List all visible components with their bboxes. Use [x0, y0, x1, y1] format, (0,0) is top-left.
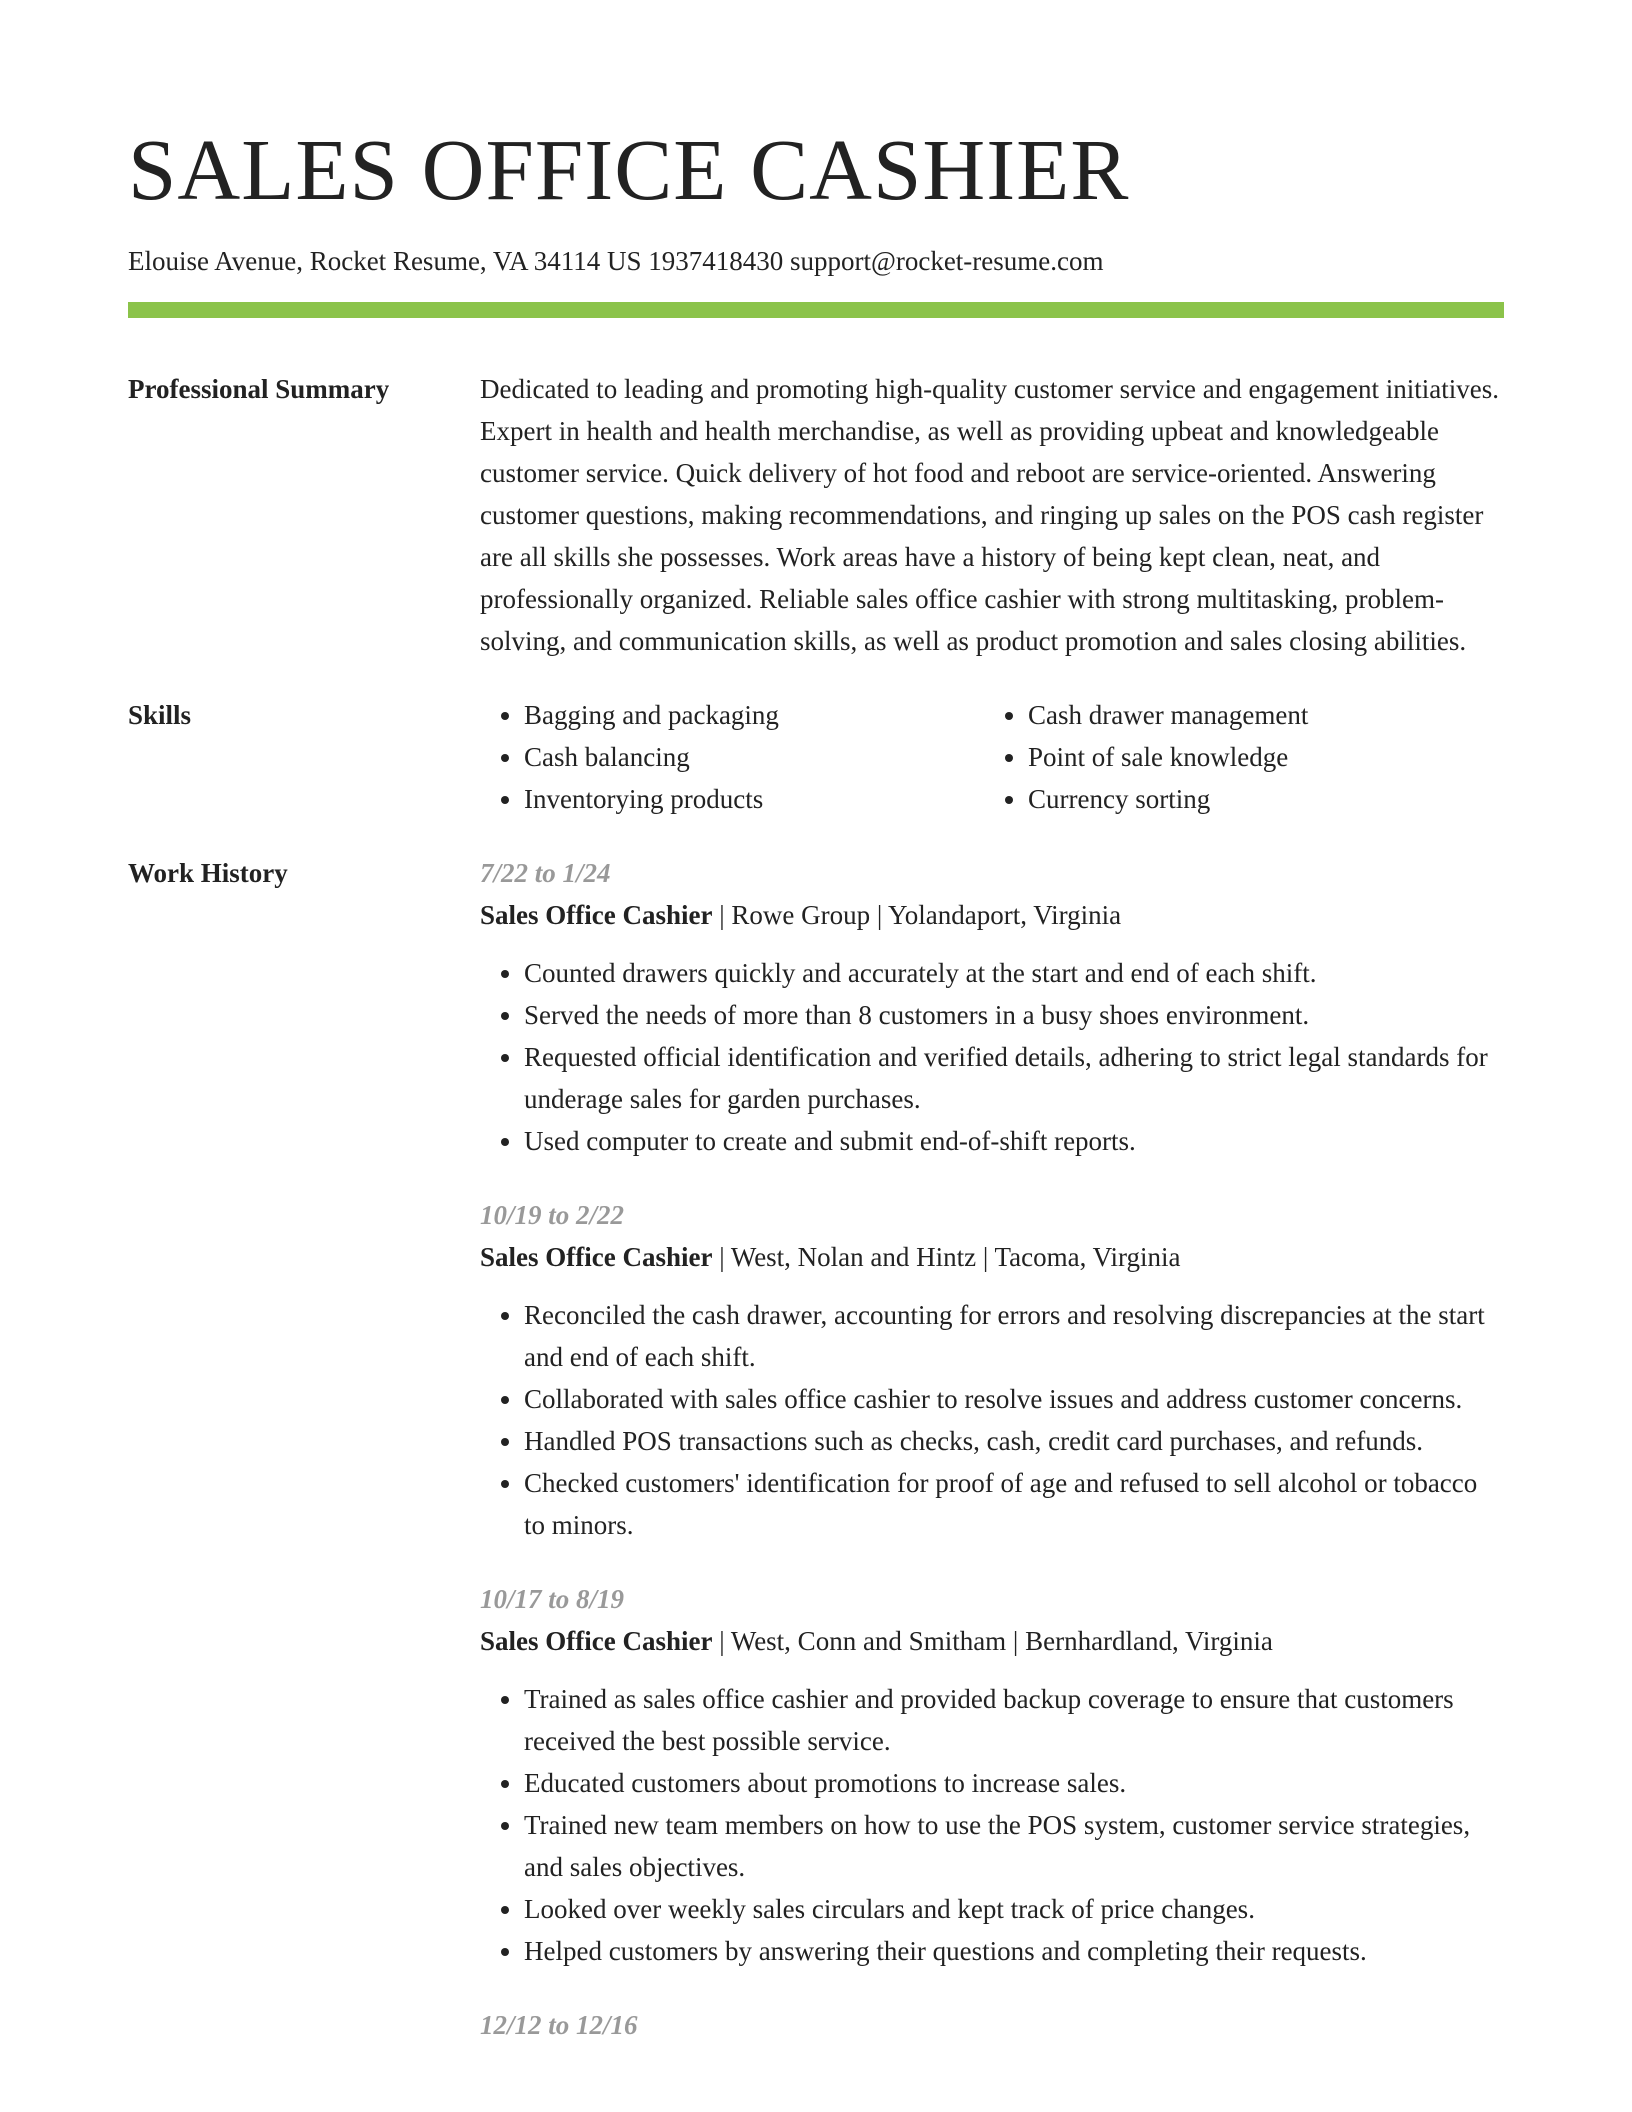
job-heading [480, 1620, 1504, 1662]
contact-line: Elouise Avenue, Rocket Resume, VA 34114 US 1937418430 support@rocket-resume.com [128, 246, 1104, 276]
job-duty: • Handled POS transactions such as checks, cash, credit card purchases, and refunds. [524, 1420, 1504, 1462]
job-title: Sales Office Cashier [480, 1626, 713, 1656]
skill-item: • Cash drawer management [1028, 694, 1488, 736]
job-duty: • Educated customers about promotions to increase sales. [524, 1762, 1504, 1804]
skill-item: • Point of sale knowledge [1028, 736, 1488, 778]
job-date: 10/19 to 2/22 [480, 1200, 625, 1230]
section-label-skills: Skills [128, 700, 192, 730]
job-date: 7/22 to 1/24 [480, 858, 611, 888]
job-entry [480, 2004, 1504, 2046]
section-label-work: Work History [128, 858, 288, 888]
job-entry [480, 1578, 1504, 1972]
skill-item: • Currency sorting [1028, 778, 1488, 820]
job-duties [480, 1678, 1504, 1972]
job-duties [480, 952, 1504, 1162]
job-duty: • Requested official identification and verified details, adhering to strict legal standards for underage sales for garden purchases. [524, 1036, 1504, 1120]
job-date: 12/12 to 12/16 [480, 2010, 638, 2040]
job-duty: • Served the needs of more than 8 customers in a busy shoes environment. [524, 994, 1504, 1036]
skills-section [128, 694, 1504, 820]
job-title: Sales Office Cashier [480, 900, 713, 930]
skill-item: • Bagging and packaging [524, 694, 984, 736]
accent-divider [128, 302, 1504, 318]
skills-list-right [984, 694, 1488, 820]
job-heading [480, 1236, 1504, 1278]
job-employer-location: | West, Conn and Smitham | Bernhardland, Virginia [712, 1626, 1273, 1656]
job-duty: • Checked customers' identification for proof of age and refused to sell alcohol or tobacco to minors. [524, 1462, 1504, 1546]
job-entry [480, 852, 1504, 1162]
job-duty: • Looked over weekly sales circulars and kept track of price changes. [524, 1888, 1504, 1930]
job-duties [480, 1294, 1504, 1546]
job-employer-location: | West, Nolan and Hintz | Tacoma, Virginia [712, 1242, 1181, 1272]
job-duty: • Helped customers by answering their questions and completing their requests. [524, 1930, 1504, 1972]
job-duty: • Used computer to create and submit end-of-shift reports. [524, 1120, 1504, 1162]
section-label-summary: Professional Summary [128, 374, 390, 404]
skill-item: • Inventorying products [524, 778, 984, 820]
job-duty: • Trained as sales office cashier and provided backup coverage to ensure that customers received the best possible service. [524, 1678, 1504, 1762]
resume-title: SALES OFFICE CASHIER [128, 121, 1130, 218]
job-title: Sales Office Cashier [480, 1242, 713, 1272]
resume-page [128, 0, 1504, 2078]
job-entry [480, 1194, 1504, 1546]
professional-summary-section [128, 368, 1504, 662]
work-history-section [128, 852, 1504, 2078]
job-employer-location: | Rowe Group | Yolandaport, Virginia [712, 900, 1122, 930]
job-date: 10/17 to 8/19 [480, 1584, 625, 1614]
job-duty: • Reconciled the cash drawer, accounting for errors and resolving discrepancies at the start and end of each shift. [524, 1294, 1504, 1378]
job-heading [480, 894, 1504, 936]
job-duty: • Collaborated with sales office cashier to resolve issues and address customer concerns. [524, 1378, 1504, 1420]
summary-text: Dedicated to leading and promoting high-quality customer service and engagement initiatives. Expert in health and health merchandise, as well as providing upbeat and knowledgeable customer service. Quick delivery of hot food and reboot are service-oriented. Answering customer questions, making recommendations, and ringing up sales on the POS cash register are all skills she possesses. Work areas have a history of being kept clean, neat, and professionally organized. Reliable sales office cashier with strong multitasking, problem-solving, and communication skills, as well as product promotion and sales closing abilities. [480, 374, 1499, 656]
skills-list-left [480, 694, 984, 820]
skill-item: • Cash balancing [524, 736, 984, 778]
job-duty: • Trained new team members on how to use the POS system, customer service strategies, and sales objectives. [524, 1804, 1504, 1888]
job-duty: • Counted drawers quickly and accurately at the start and end of each shift. [524, 952, 1504, 994]
